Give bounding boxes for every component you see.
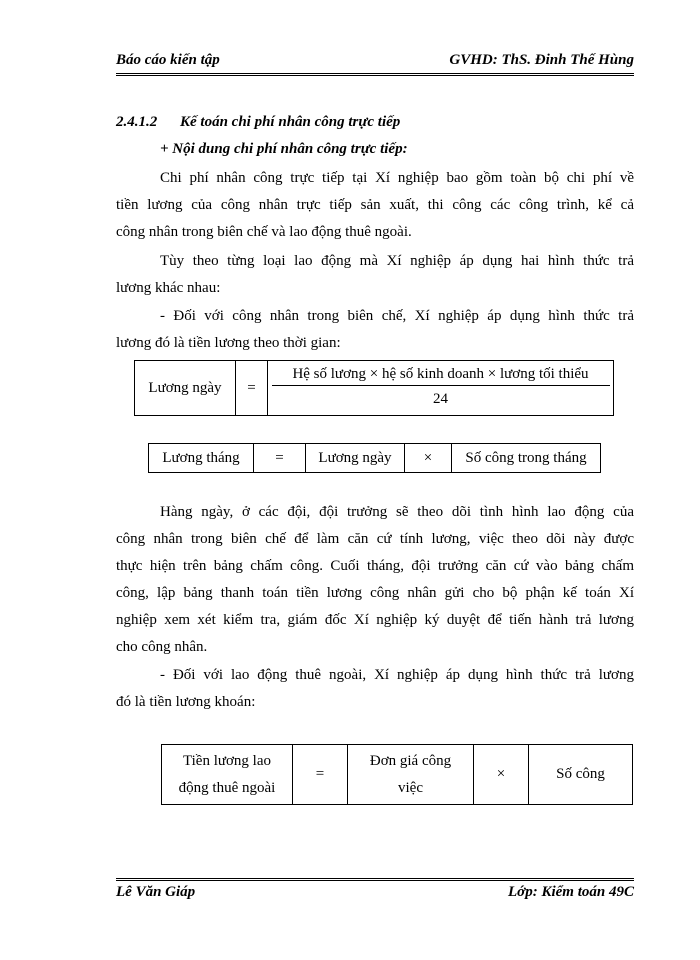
para4-line6: cho công nhân.: [116, 639, 208, 655]
formula-outsourced-wage: [161, 744, 633, 805]
header-left: Báo cáo kiến tập: [116, 52, 220, 68]
formula3-c5: Số công: [556, 766, 605, 782]
para1-line2: tiền lương của công nhân trực tiếp sản xuất, thi công các công trình, kể cả: [116, 197, 634, 213]
formula2-c1: Lương tháng: [149, 444, 254, 472]
formula1-label: Lương ngày: [135, 361, 236, 415]
para3-line2: lương đó là tiền lương theo thời gian:: [116, 335, 341, 351]
para4-line5: nghiệp xem xét kiểm tra, giám đốc Xí nghiệp ký duyệt để tiến hành trả lương: [116, 612, 634, 628]
para5-line1: - Đối với lao động thuê ngoài, Xí nghiệp áp dụng hình thức trả lương: [160, 667, 634, 683]
footer-left: Lê Văn Giáp: [116, 884, 196, 900]
para2-line2: lương khác nhau:: [116, 280, 221, 296]
formula3-c1-line1: Tiền lương lao: [182, 752, 271, 769]
para1-line1: Chi phí nhân công trực tiếp tại Xí nghiệp bao gồm toàn bộ chi phí về: [160, 170, 634, 186]
subheading: + Nội dung chi phí nhân công trực tiếp:: [160, 141, 408, 157]
para4-line1: Hàng ngày, ở các đội, đội trưởng sẽ theo dõi tình hình lao động của: [160, 504, 634, 520]
formula3-c3: [348, 745, 474, 804]
formula3-c2: =: [293, 745, 348, 804]
formula2-c5: Số công trong tháng: [465, 449, 587, 466]
para4-line4: công, lập bảng thanh toán tiền lương công nhân gửi cho bộ phận kế toán Xí: [116, 585, 634, 601]
formula-daily-wage: [134, 360, 614, 416]
formula3-c1: [162, 745, 293, 804]
formula2-c2: =: [254, 444, 306, 472]
formula1-denominator: 24: [433, 391, 448, 407]
formula1-fraction: [268, 361, 613, 415]
formula2-c4: ×: [405, 444, 452, 472]
formula3-c1-line2: động thuê ngoài: [178, 779, 276, 796]
section-number: 2.4.1.2: [116, 114, 158, 130]
para4-line3: thực hiện trên bảng chấm công. Cuối tháng, đội trưởng căn cứ vào bảng chấm: [116, 558, 634, 574]
header-right: GVHD: ThS. Đinh Thế Hùng: [449, 52, 634, 68]
para1-line3: công nhân trong biên chế và lao động thuê ngoài.: [116, 224, 412, 240]
para2-line1: Tùy theo từng loại lao động mà Xí nghiệp áp dụng hai hình thức trả: [160, 253, 634, 269]
para5-line2: đó là tiền lương khoán:: [116, 694, 256, 710]
para3-line1: - Đối với công nhân trong biên chế, Xí nghiệp áp dụng hình thức trả: [160, 308, 634, 324]
para4-line2: công nhân trong biên chế để làm căn cứ tính lương, việc theo dõi này được: [116, 531, 634, 547]
header-rule: [116, 73, 634, 79]
formula3-c3-line1: Đơn giá công: [369, 752, 452, 769]
formula3-c3-line2: việc: [398, 779, 423, 796]
formula3-c4: ×: [474, 745, 529, 804]
formula-monthly-wage: [148, 443, 601, 473]
formula1-eq: =: [236, 361, 268, 415]
footer-right: Lớp: Kiểm toán 49C: [508, 884, 634, 900]
section-title: Kế toán chi phí nhân công trực tiếp: [180, 114, 401, 130]
formula1-numerator: Hệ số lương × hệ số kinh doanh × lương tối thiểu: [272, 363, 610, 386]
formula2-c3: Lương ngày: [306, 444, 405, 472]
